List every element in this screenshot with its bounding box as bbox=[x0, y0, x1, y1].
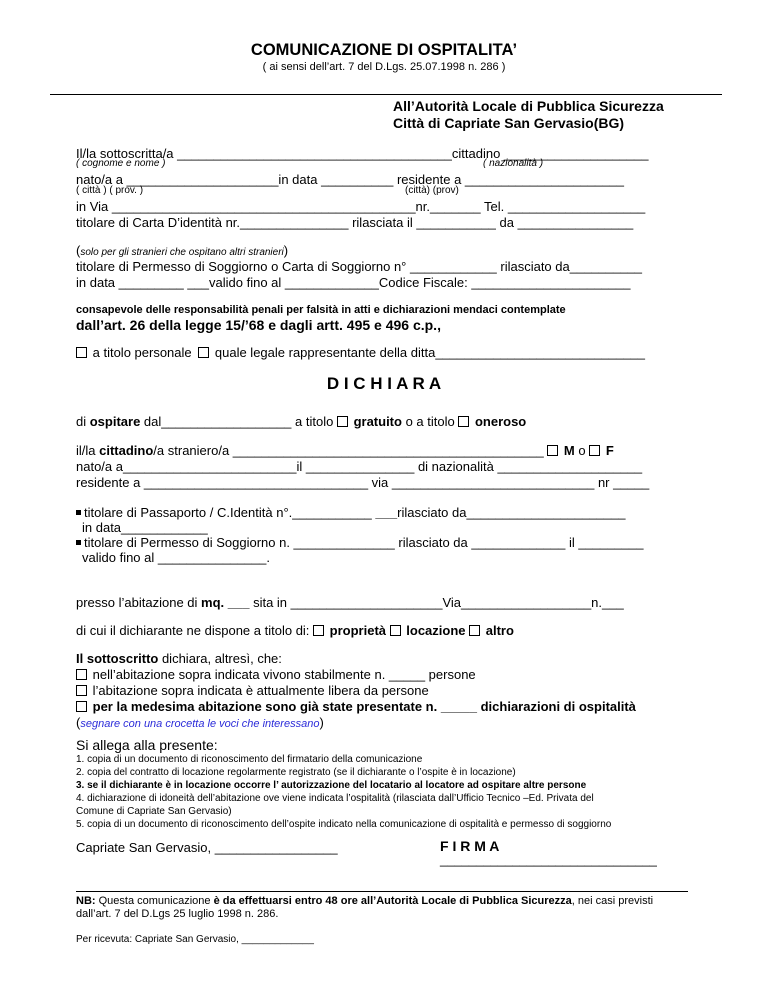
attachment-item: 5. copia di un documento di riconoscimento dell’ospite indicato nella comunicazione di ospitalità e permesso di soggiorno bbox=[76, 819, 612, 830]
awareness-line1: consapevole delle responsabilità penali per falsità in atti e dichiarazioni mendaci contemplate bbox=[76, 304, 566, 316]
item3-checkbox[interactable] bbox=[76, 701, 87, 712]
attachment-item: 1. copia di un documento di riconoscimento del firmatario della comunicazione bbox=[76, 754, 423, 765]
hosting-row: di ospitare dal__________________ a titolo gratuito o a titolo oneroso bbox=[76, 414, 527, 429]
guest-permit-row[interactable]: titolare di Permesso di Soggiorno n. ______________ rilasciato da _____________ il _________ bbox=[76, 536, 643, 549]
further-item-2: l’abitazione sopra indicata è attualmente libera da persone bbox=[76, 684, 429, 697]
further-lead: Il sottoscritto dichiara, altresì, che: bbox=[76, 651, 282, 666]
declarant-permit-row[interactable]: titolare di Permesso di Soggiorno o Carta di Soggiorno n° ____________ rilasciato da__________ bbox=[76, 259, 643, 274]
attachment-item: Comune di Capriate San Gervasio) bbox=[76, 806, 232, 817]
guest-permit-valid[interactable]: valido fino al _______________. bbox=[82, 550, 270, 565]
declarant-birth-note: ( città ) ( prov. ) bbox=[76, 185, 144, 196]
declares-heading: D I C H I A R A bbox=[326, 374, 442, 393]
receipt-line[interactable]: Per ricevuta: Capriate San Gervasio, _____________ bbox=[76, 934, 314, 945]
guest-passport-row[interactable]: titolare di Passaporto / C.Identità n°.___________ ___rilasciato da______________________ bbox=[76, 506, 626, 519]
attachments-heading: Si allega alla presente: bbox=[76, 737, 218, 753]
further-note: (segnare con una crocetta le voci che interessano) bbox=[76, 715, 324, 730]
further-item-1: nell’abitazione sopra indicata vivono stabilmente n. _____ persone bbox=[76, 668, 476, 681]
declarant-permit-dates-row[interactable]: in data _________ ___valido fino al _____________Codice Fiscale: ______________________ bbox=[76, 275, 631, 290]
personal-checkbox[interactable] bbox=[76, 347, 87, 358]
item2-checkbox[interactable] bbox=[76, 685, 87, 696]
document-title: COMUNICAZIONE DI OSPITALITA’ bbox=[250, 41, 518, 59]
further-item-3: per la medesima abitazione sono già state presentate n. _____ dichiarazioni di ospitalità bbox=[76, 700, 636, 713]
male-checkbox[interactable] bbox=[547, 445, 558, 456]
place-date-field[interactable]: Capriate San Gervasio, _________________ bbox=[76, 840, 338, 855]
declarant-name-row[interactable]: Il/la sottoscritta/a ______________________________________cittadino ____________________ bbox=[76, 146, 649, 161]
declarant-address-row[interactable]: in Via __________________________________________nr._______ Tel. ___________________ bbox=[76, 199, 646, 214]
dwelling-row[interactable]: presso l’abitazione di mq. ___ sita in _____________________Via__________________n.___ bbox=[76, 595, 624, 610]
declarant-birth-row[interactable]: nato/a a _____________________in data __________ residente a ______________________ bbox=[76, 172, 624, 187]
document-subtitle: ( ai sensi dell’art. 7 del D.Lgs. 25.07.1998 n. 286 ) bbox=[262, 61, 506, 73]
free-checkbox[interactable] bbox=[337, 416, 348, 427]
lease-checkbox[interactable] bbox=[390, 625, 401, 636]
other-checkbox[interactable] bbox=[469, 625, 480, 636]
addressee-line1: All’Autorità Locale di Pubblica Sicurezza bbox=[393, 98, 664, 114]
nb-line2: dall’art. 7 del D.Lgs 25 luglio 1998 n. 286. bbox=[76, 908, 279, 920]
header-divider bbox=[50, 94, 722, 95]
nb-line1: NB: Questa comunicazione è da effettuarsi entro 48 ore all’Autorità Locale di Pubblica Sicurezza, nei casi previsti bbox=[76, 895, 654, 907]
signature-line[interactable]: ______________________________ bbox=[440, 852, 657, 867]
guest-name-row: il/la cittadino/a straniero/a ___________________________________________ M o F bbox=[76, 443, 614, 458]
signature-label: F I R M A bbox=[440, 838, 500, 854]
guest-passport-date[interactable]: in data____________ bbox=[82, 520, 208, 535]
attachment-item: 3. se il dichiarante è in locazione occorre l’ autorizzazione del locatario al locatore ad ospitare altre persone bbox=[76, 780, 587, 791]
guest-birth-row[interactable]: nato/a a________________________il _______________ di nazionalità ____________________ bbox=[76, 459, 643, 474]
declarant-nationality-note: ( nazionalità ) bbox=[483, 158, 544, 169]
awareness-line2: dall’art. 26 della legge 15/’68 e dagli artt. 495 e 496 c.p., bbox=[76, 317, 441, 333]
footer-divider bbox=[76, 891, 688, 892]
title-of-row: di cui il dichiarante ne dispone a titolo di: proprietà locazione altro bbox=[76, 623, 514, 638]
foreigner-note: (solo per gli stranieri che ospitano altri stranieri) bbox=[76, 243, 289, 258]
paid-checkbox[interactable] bbox=[458, 416, 469, 427]
capacity-row: a titolo personale quale legale rappresentante della ditta_____________________________ bbox=[76, 346, 645, 359]
guest-residence-row[interactable]: residente a _______________________________ via ____________________________ nr _____ bbox=[76, 475, 650, 490]
declarant-residence-note: (città) (prov) bbox=[405, 185, 459, 196]
addressee-line2: Città di Capriate San Gervasio(BG) bbox=[393, 115, 625, 131]
item1-checkbox[interactable] bbox=[76, 669, 87, 680]
declarant-id-row[interactable]: titolare di Carta D’identità nr._______________ rilasciata il ___________ da ________________ bbox=[76, 215, 634, 230]
female-checkbox[interactable] bbox=[589, 445, 600, 456]
legal-representative-checkbox[interactable] bbox=[198, 347, 209, 358]
declarant-name-note: ( cognome e nome ) bbox=[76, 158, 166, 169]
ownership-checkbox[interactable] bbox=[313, 625, 324, 636]
attachment-item: 4. dichiarazione di idoneità dell’abitazione ove viene indicata l’ospitalità (rilasciata dall’Ufficio Tecnico –Ed. Privata del bbox=[76, 793, 594, 804]
attachment-item: 2. copia del contratto di locazione regolarmente registrato (se il dichiarante o l’ospite è in locazione) bbox=[76, 767, 516, 778]
